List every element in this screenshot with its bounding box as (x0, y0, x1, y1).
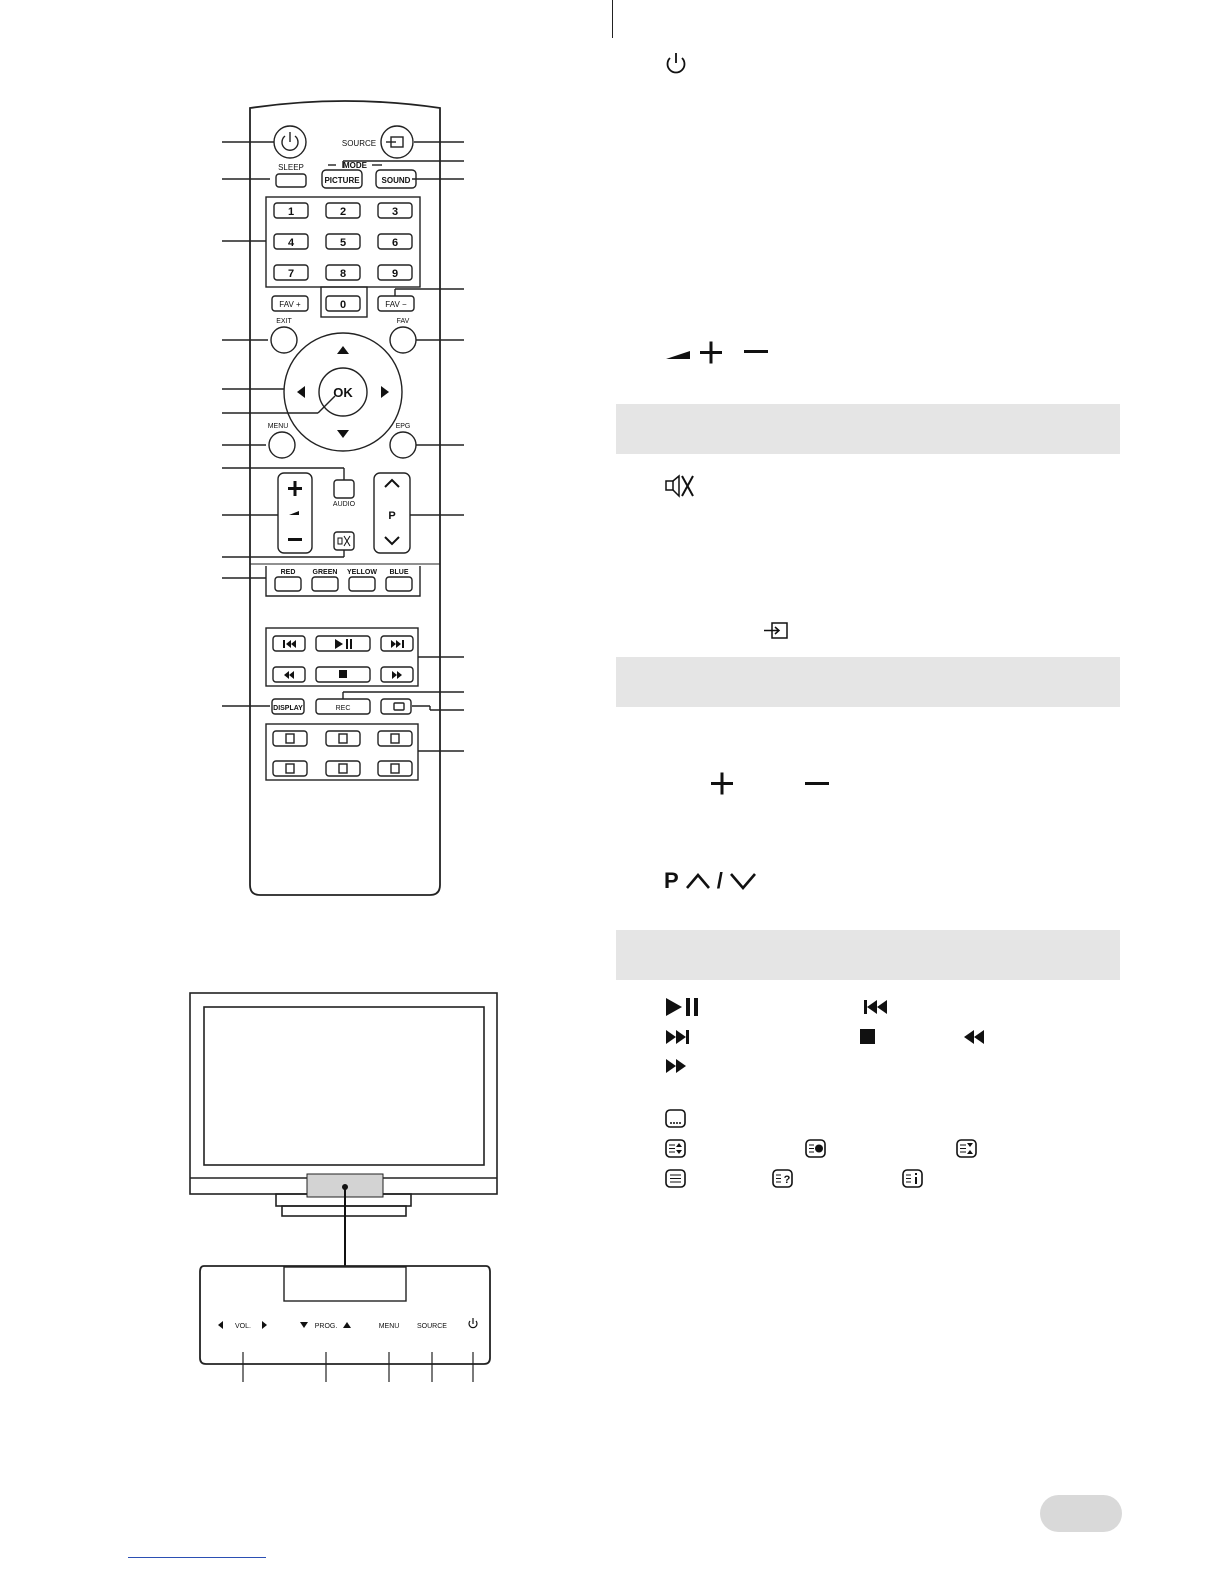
digit-8[interactable]: 8 (339, 268, 347, 280)
remote-control-illustration (200, 95, 490, 910)
red-label: RED (280, 569, 296, 576)
teletext-info-icon (901, 1168, 925, 1190)
fav-minus-label[interactable]: FAV − (385, 300, 407, 309)
fav-plus-label[interactable]: FAV + (279, 300, 301, 309)
digit-0[interactable]: 0 (339, 299, 347, 311)
skip-forward-icon (664, 1028, 694, 1046)
svg-text:?: ? (783, 1174, 791, 1186)
teletext-index-icon (664, 1168, 688, 1190)
play-pause-icon (664, 996, 704, 1018)
page-number-pill (1040, 1495, 1122, 1532)
remote-source-label: SOURCE (341, 139, 377, 148)
section-band-1 (616, 404, 1120, 454)
chevron-down-icon (729, 871, 757, 891)
teletext-hold-icon (955, 1138, 979, 1160)
digit-1[interactable]: 1 (287, 206, 295, 218)
subtitle-icon (664, 1108, 688, 1130)
exit-label: EXIT (276, 318, 292, 325)
yellow-label: YELLOW (347, 569, 377, 576)
green-label: GREEN (312, 569, 338, 576)
remote-sound-label[interactable]: SOUND (381, 176, 411, 185)
footer-link-underline[interactable] (128, 1557, 266, 1558)
panel-source-label: SOURCE (417, 1323, 447, 1330)
channel-plus-minus-icons (708, 771, 838, 797)
teletext-mix-icon (804, 1138, 828, 1160)
epg-label: EPG (395, 423, 411, 430)
section-band-2 (616, 657, 1120, 707)
rec-label[interactable]: REC (335, 705, 351, 712)
p-label: P (388, 510, 396, 522)
teletext-reveal-icon (771, 1168, 795, 1190)
digit-4[interactable]: 4 (287, 237, 295, 249)
top-divider (612, 0, 613, 38)
program-p-label: P (664, 868, 679, 893)
stop-icon (858, 1027, 878, 1047)
section-band-3 (616, 930, 1120, 980)
teletext-size-icon (664, 1138, 688, 1160)
remote-sleep-label: SLEEP (278, 163, 304, 172)
remote-picture-label[interactable]: PICTURE (324, 176, 360, 185)
fav-label: FAV (396, 318, 410, 325)
skip-back-icon (862, 998, 892, 1016)
blue-label: BLUE (389, 569, 409, 576)
rewind-icon (962, 1029, 990, 1045)
ok-label[interactable]: OK (333, 385, 353, 400)
panel-vol-label: VOL. (235, 1323, 251, 1330)
digit-9[interactable]: 9 (391, 268, 399, 280)
chevron-up-icon (685, 871, 711, 891)
display-label[interactable]: DISPLAY (273, 705, 303, 712)
digit-5[interactable]: 5 (339, 237, 347, 249)
panel-menu-label: MENU (378, 1323, 400, 1330)
remote-mode-label: MODE (343, 161, 367, 170)
digit-7[interactable]: 7 (287, 268, 295, 280)
volume-plus-minus-icons (664, 340, 774, 364)
tv-illustration (185, 988, 500, 1388)
audio-label: AUDIO (332, 501, 356, 508)
digit-3[interactable]: 3 (391, 206, 399, 218)
program-up-down (664, 866, 757, 896)
digit-6[interactable]: 6 (391, 237, 399, 249)
digit-2[interactable]: 2 (339, 206, 347, 218)
program-sep: / (716, 868, 723, 893)
mute-icon (664, 472, 696, 500)
fast-forward-icon (664, 1058, 692, 1074)
source-icon (763, 621, 789, 641)
power-icon (664, 51, 688, 75)
panel-prog-label: PROG. (314, 1323, 338, 1330)
menu-label: MENU (267, 423, 289, 430)
